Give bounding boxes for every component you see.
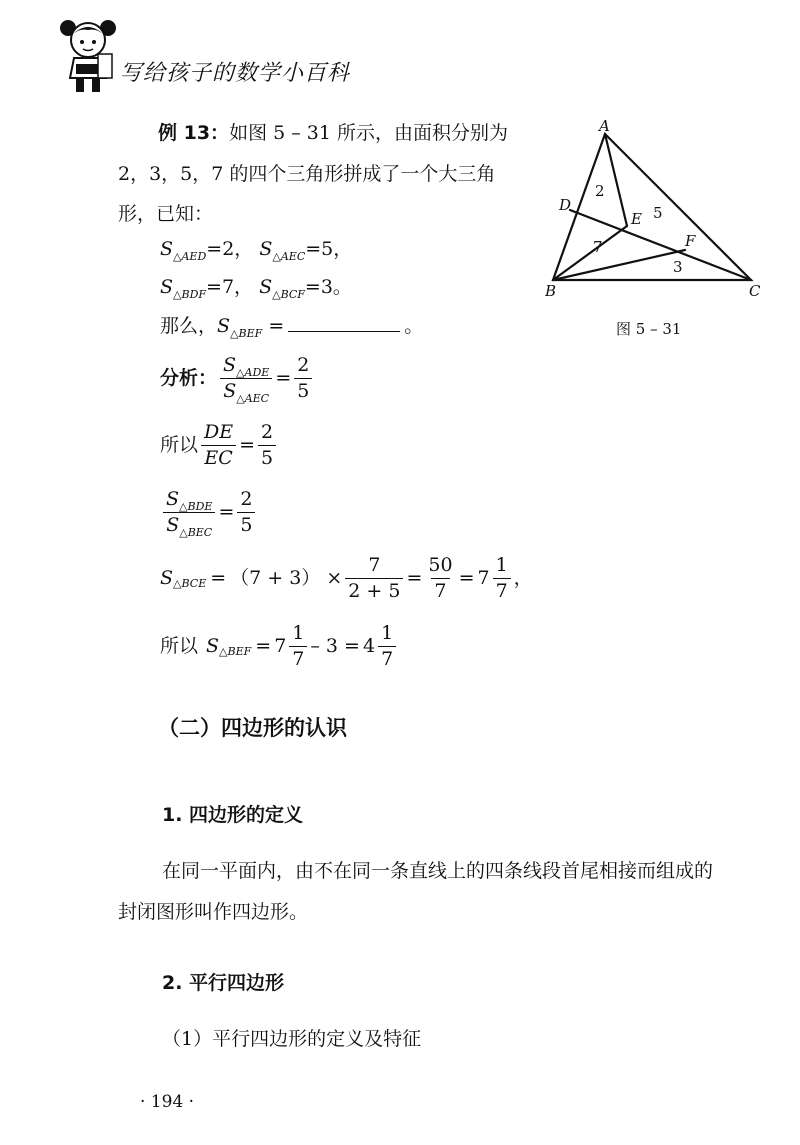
- area-7-label: 7: [593, 238, 603, 256]
- subsection-1-title: 1. 四边形的定义: [162, 804, 304, 826]
- analysis-line-5: 所以 S △BEF = 7 $\frac{1}{7}$ – 3 = 4 $\frac{1}{7}$: [160, 624, 399, 670]
- vertex-a-label: A: [599, 118, 610, 135]
- area-3-label: 3: [673, 258, 683, 276]
- analysis-line-1: 分析： $\frac{S_{\triangle ADE}}{S_{\triangle AEC}}$ = $\frac{2}{5}$: [160, 356, 315, 402]
- definition-line-1: 在同一平面内，由不在同一条直线上的四条线段首尾相接而组成的: [162, 860, 714, 882]
- point-f-label: F: [685, 232, 696, 250]
- definition-line-2: 封闭图形叫作四边形。: [118, 901, 309, 923]
- question-line: 那么，$S_{\triangle BEF}$ = 。: [160, 315, 424, 340]
- answer-blank: [288, 317, 400, 332]
- analysis-line-4: S △BCE = （7 + 3） × $\frac{7}{2 + 5}$ = $\frac{50}{7}$ = 7 $\frac{1}{7}$ ，: [160, 554, 533, 602]
- point-d-label: D: [559, 196, 572, 214]
- girl-mascot-icon: [58, 14, 120, 94]
- vertex-b-label: B: [545, 282, 557, 298]
- vertex-c-label: C: [749, 282, 761, 298]
- example-line-3: 形，已知：: [118, 203, 214, 225]
- example-label: 例 13：: [158, 122, 230, 144]
- header: [58, 14, 358, 96]
- triangle-figure: [545, 118, 775, 298]
- area-2-label: 2: [595, 182, 605, 200]
- section-title: （二）四边形的认识: [158, 716, 347, 740]
- area-5-label: 5: [653, 204, 663, 222]
- example-line-2: 2，3，5，7 的四个三角形拼成了一个大三角: [118, 163, 496, 185]
- given-line-1: $S_{\triangle AED}=2$， $S_{\triangle AEC}=5$，: [160, 238, 353, 263]
- subsection-2-1-title: （1）平行四边形的定义及特征: [162, 1028, 422, 1050]
- subsection-2-title: 2. 平行四边形: [162, 972, 285, 994]
- example-text-1: 如图 5 – 31 所示，由面积分别为: [229, 122, 508, 144]
- page-number: · 194 ·: [140, 1092, 195, 1112]
- figure-caption: 图 5 – 31: [616, 320, 682, 338]
- header-title: 写给孩子的数学小百科: [120, 61, 351, 86]
- given-line-2: $S_{\triangle BDF}=7$， $S_{\triangle BCF}=3$。: [160, 276, 352, 301]
- point-e-label: E: [631, 210, 642, 228]
- analysis-line-3: $\frac{S_{\triangle BDE}}{S_{\triangle BEC}}$ = $\frac{2}{5}$: [160, 490, 258, 536]
- analysis-line-2: 所以 $\frac{DE}{EC}$ = $\frac{2}{5}$: [160, 423, 279, 469]
- example-line-1: [158, 124, 508, 143]
